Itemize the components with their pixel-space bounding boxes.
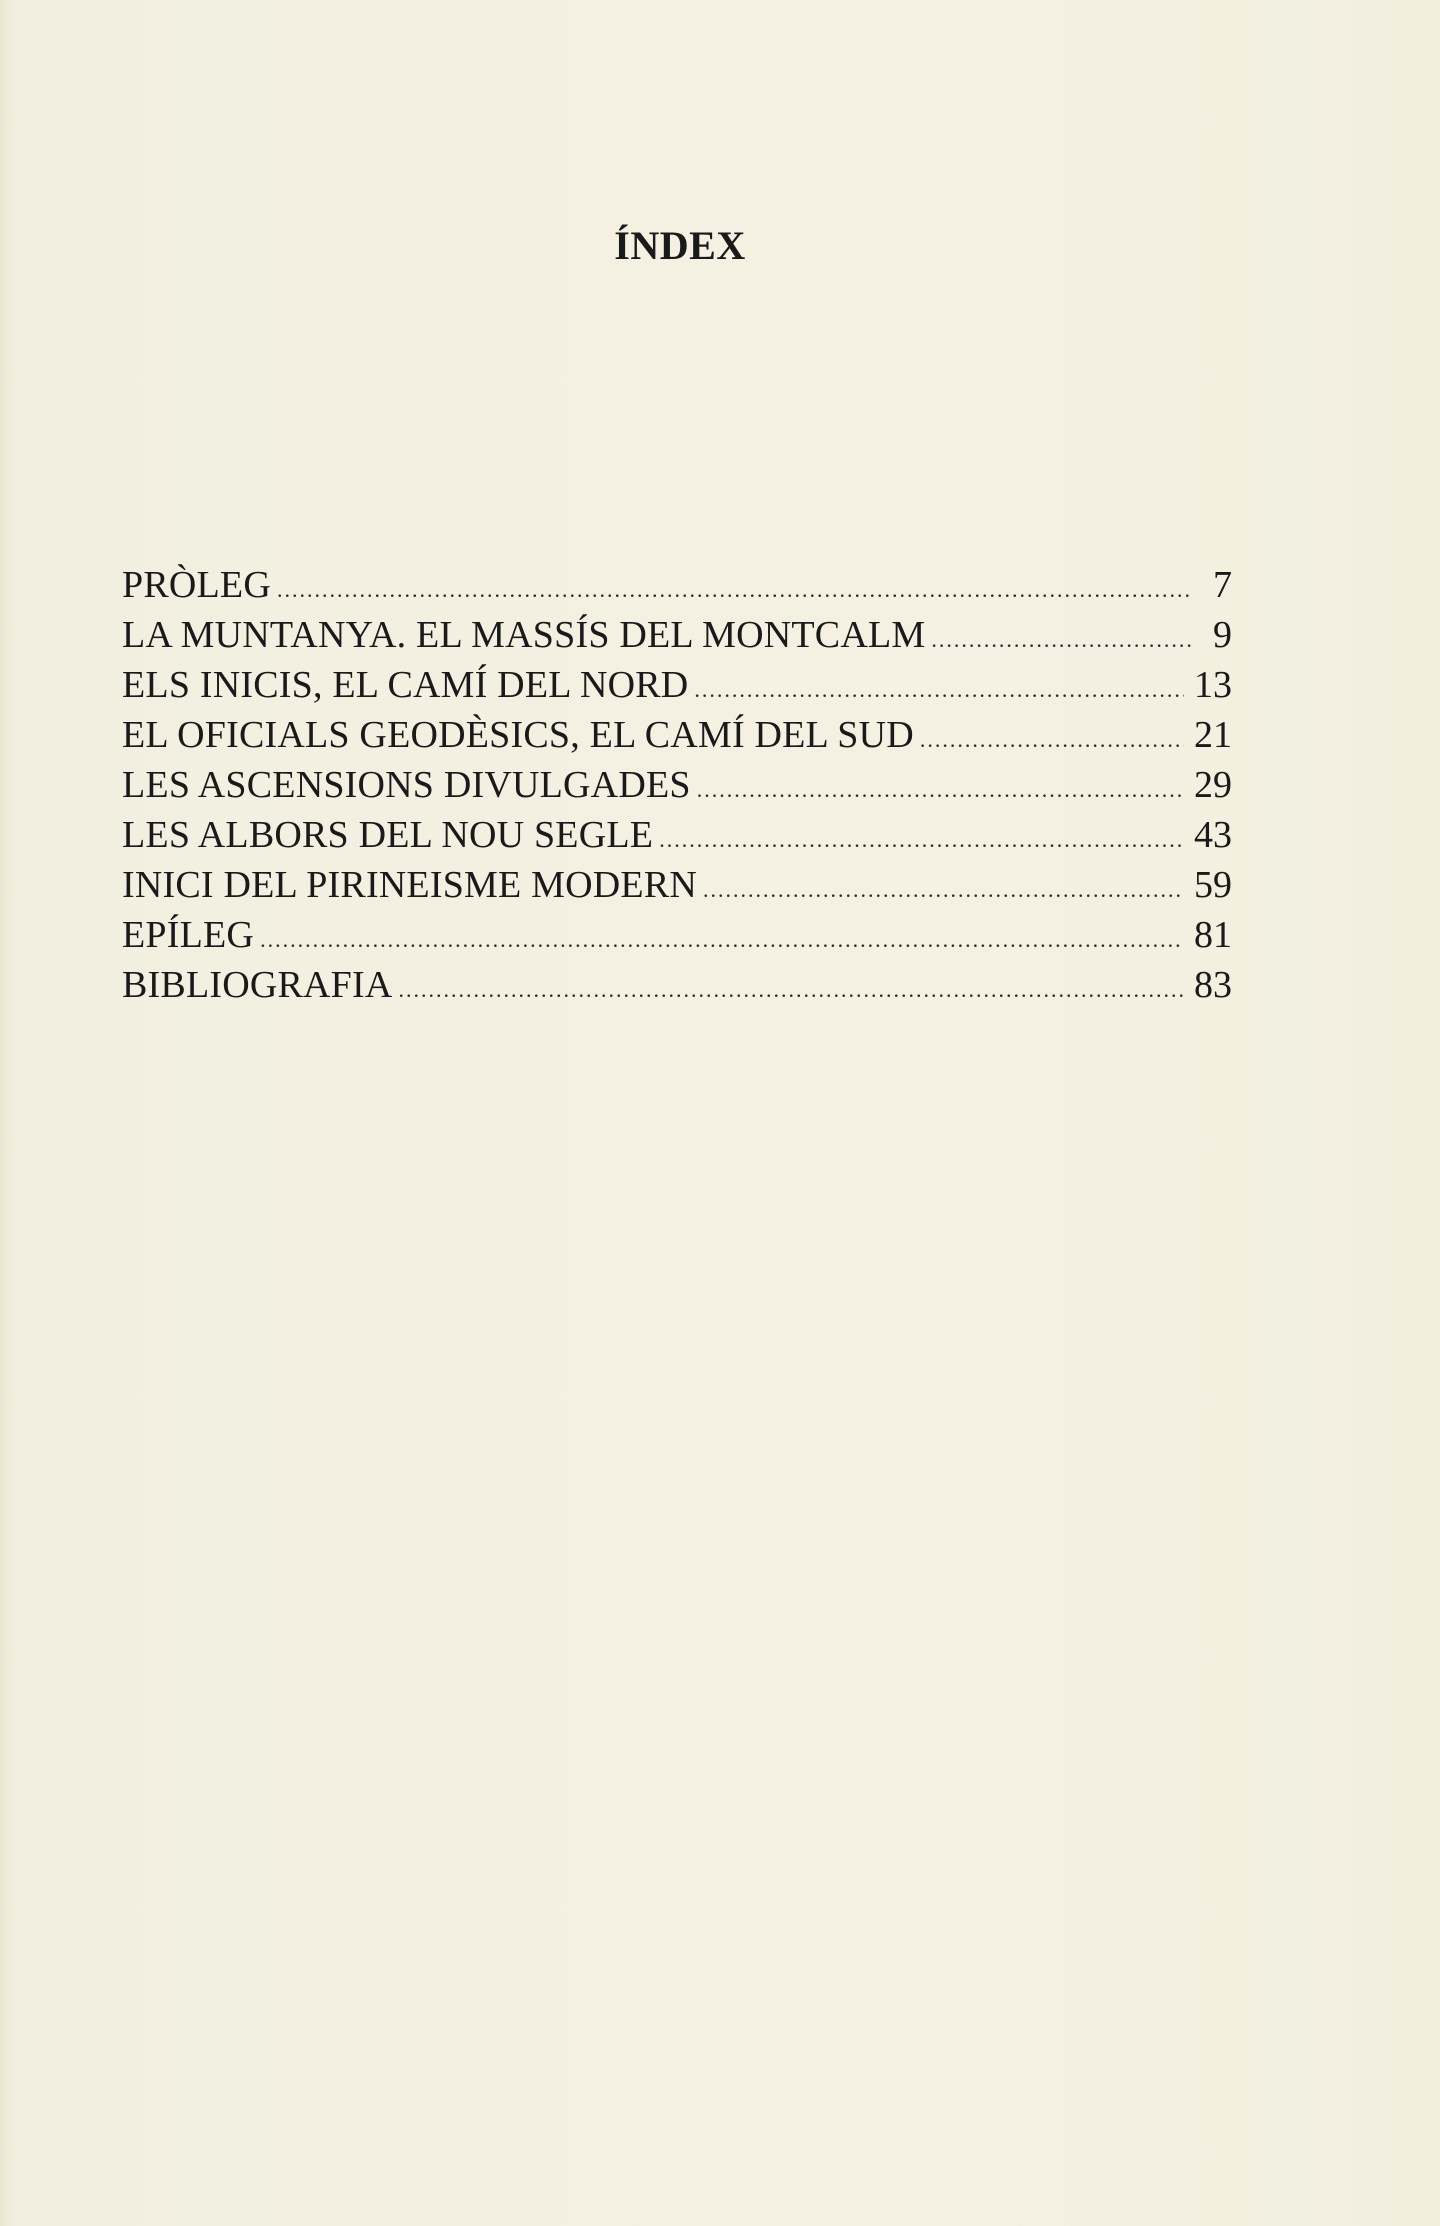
dot-leader bbox=[920, 715, 1184, 765]
toc-entry-page: 29 bbox=[1194, 764, 1232, 806]
toc-entry-page: 81 bbox=[1194, 914, 1232, 956]
dot-leader bbox=[659, 815, 1184, 865]
dot-leader bbox=[260, 915, 1184, 965]
toc-entry-label: LES ALBORS DEL NOU SEGLE bbox=[122, 814, 654, 856]
toc-entry-label: EPÍLEG bbox=[122, 914, 255, 956]
toc-entry-page: 13 bbox=[1194, 664, 1232, 706]
toc-entry-page: 7 bbox=[1213, 564, 1232, 606]
page-title: ÍNDEX bbox=[614, 223, 746, 268]
dot-leader bbox=[694, 665, 1184, 715]
toc-entry-label: LA MUNTANYA. EL MASSÍS DEL MONTCALM bbox=[122, 614, 926, 656]
toc-entry bbox=[122, 610, 1232, 660]
toc-entry-page: 43 bbox=[1194, 814, 1232, 856]
toc-entry-label: LES ASCENSIONS DIVULGADES bbox=[122, 764, 691, 806]
toc-entry-label: INICI DEL PIRINEISME MODERN bbox=[122, 864, 698, 906]
dot-leader bbox=[399, 965, 1184, 1015]
toc-entry bbox=[122, 660, 1232, 710]
toc-entry-label: ELS INICIS, EL CAMÍ DEL NORD bbox=[122, 664, 689, 706]
toc-entry-page: 21 bbox=[1194, 714, 1232, 756]
toc-entry bbox=[122, 760, 1232, 810]
toc-entry bbox=[122, 860, 1232, 910]
dot-leader bbox=[703, 865, 1184, 915]
toc-entry-label: EL OFICIALS GEODÈSICS, EL CAMÍ DEL SUD bbox=[122, 714, 914, 756]
toc-entry bbox=[122, 960, 1232, 1010]
toc-entry-page: 9 bbox=[1213, 614, 1232, 656]
toc-entry-page: 59 bbox=[1194, 864, 1232, 906]
toc-entry bbox=[122, 560, 1232, 610]
toc-entry-label: BIBLIOGRAFIA bbox=[122, 964, 393, 1006]
dot-leader bbox=[697, 765, 1184, 815]
table-of-contents bbox=[122, 560, 1232, 1010]
dot-leader bbox=[277, 565, 1192, 615]
toc-entry bbox=[122, 910, 1232, 960]
toc-entry-page: 83 bbox=[1194, 964, 1232, 1006]
toc-entry bbox=[122, 710, 1232, 760]
toc-entry-label: PRÒLEG bbox=[122, 564, 271, 606]
dot-leader bbox=[931, 615, 1192, 665]
toc-entry bbox=[122, 810, 1232, 860]
